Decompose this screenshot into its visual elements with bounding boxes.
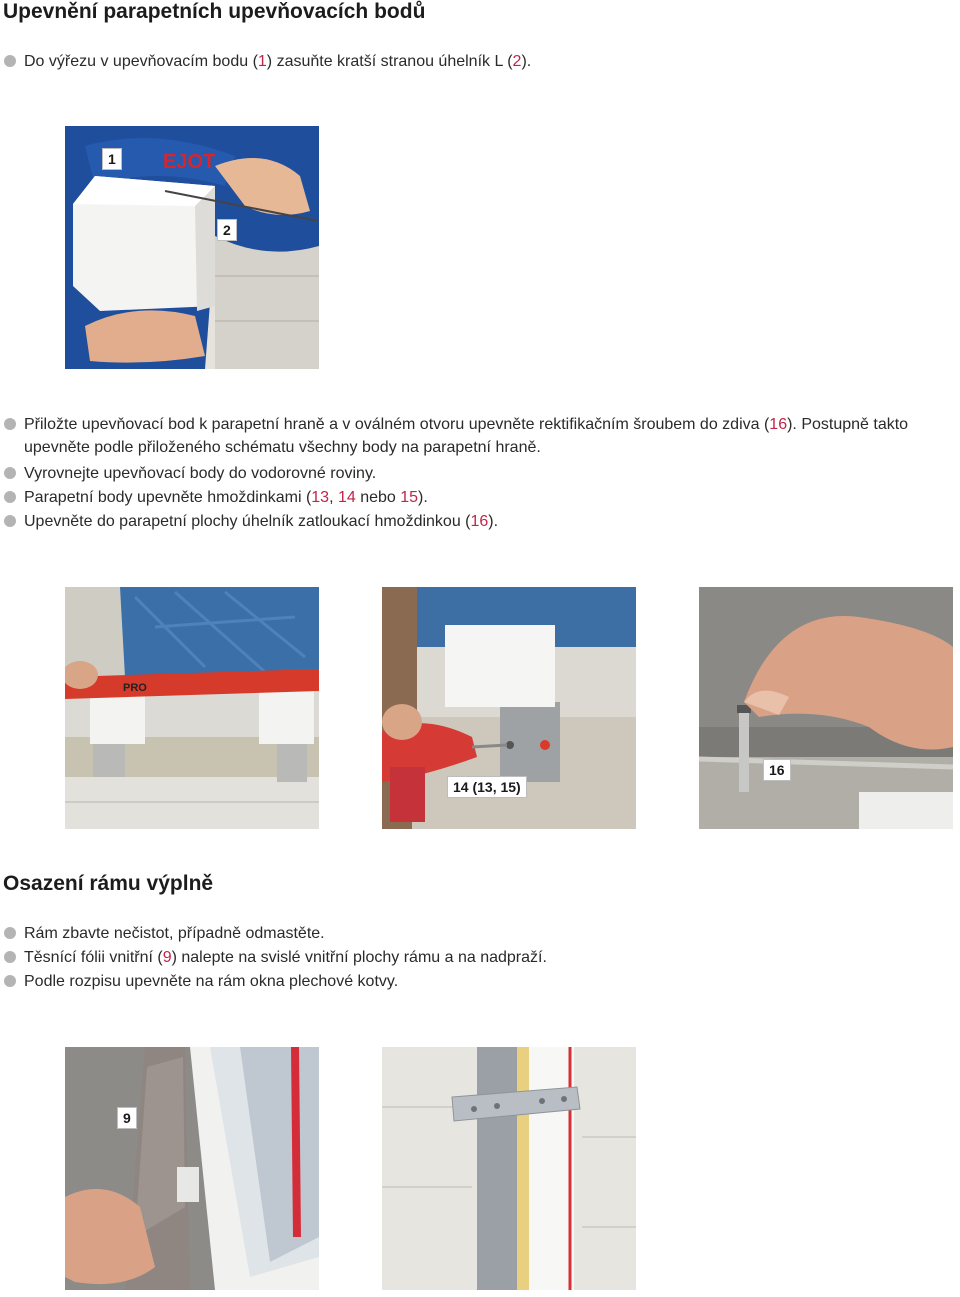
step-text: Těsnící fólii vnitřní ( [24, 949, 163, 966]
ref-number: 16 [470, 513, 489, 530]
step-text: ). Postupně takto upevněte podle přiloženého schématu všechny body na parapetní hraně. [24, 416, 909, 456]
step-attach-point [4, 413, 942, 459]
step-text: nebo [355, 489, 401, 506]
label-2: 2 [217, 219, 237, 241]
ref-number: 16 [769, 416, 788, 433]
step-text: Podle rozpisu upevněte na rám okna plechové kotvy. [24, 973, 399, 990]
step-list-1b [4, 413, 942, 533]
step-fix-angle [4, 510, 942, 533]
ref-number: 1 [257, 53, 267, 70]
ref-number: 13 [311, 489, 330, 506]
step-seal-foil [4, 946, 942, 969]
ref-number: 2 [512, 53, 522, 70]
step-text: Vyrovnejte upevňovací body do vodorovné roviny. [24, 465, 377, 482]
step-text: Upevněte do parapetní plochy úhelník zatloukací hmoždinkou ( [24, 513, 471, 530]
step-text: ) nalepte na svislé vnitřní plochy rámu a na nadpraží. [171, 949, 547, 966]
photo-frame-anchor [382, 1047, 636, 1290]
step-text: ). [418, 489, 428, 506]
label-1: 1 [102, 148, 122, 170]
label-9: 9 [117, 1107, 137, 1129]
step-text: ). [488, 513, 499, 530]
photo-hammer-plug [699, 587, 953, 829]
jacket-logo-text: EJOT [163, 151, 216, 173]
step-level [4, 462, 942, 485]
ref-number: 14 [337, 489, 356, 506]
step-text: , [329, 489, 338, 506]
label-14-13-15: 14 (13, 15) [447, 776, 527, 798]
step-text: Přiložte upevňovací bod k parapetní hraně a v oválném otvoru upevněte rektifikačním šroubem do zdiva ( [24, 416, 770, 433]
section-title-frame: Osazení rámu výplně [3, 872, 214, 895]
label-16: 16 [763, 759, 791, 781]
level-brand-text: PRO [123, 682, 147, 694]
section-title-parapet: Upevnění parapetních upevňovacích bodů [3, 0, 426, 23]
step-text: Parapetní body upevněte hmoždinkami ( [24, 489, 312, 506]
photo-seal-foil [65, 1047, 319, 1290]
ref-number: 9 [162, 949, 172, 966]
step-list-2 [4, 922, 942, 993]
photo-level-points [65, 587, 319, 829]
step-text: ). [521, 53, 532, 70]
step-list-1a [4, 50, 942, 73]
step-insert-angle [4, 50, 942, 73]
step-text: Rám zbavte nečistot, případně odmastěte. [24, 925, 325, 942]
step-text: Do výřezu v upevňovacím bodu ( [24, 53, 258, 70]
ref-number: 15 [400, 489, 419, 506]
step-frame-anchors [4, 970, 942, 993]
photo-insert-angle [65, 126, 319, 369]
step-anchor-points [4, 486, 942, 509]
photo-drill-anchor [382, 587, 636, 829]
step-clean-frame [4, 922, 942, 945]
step-text: ) zasuňte kratší stranou úhelník L ( [266, 53, 513, 70]
